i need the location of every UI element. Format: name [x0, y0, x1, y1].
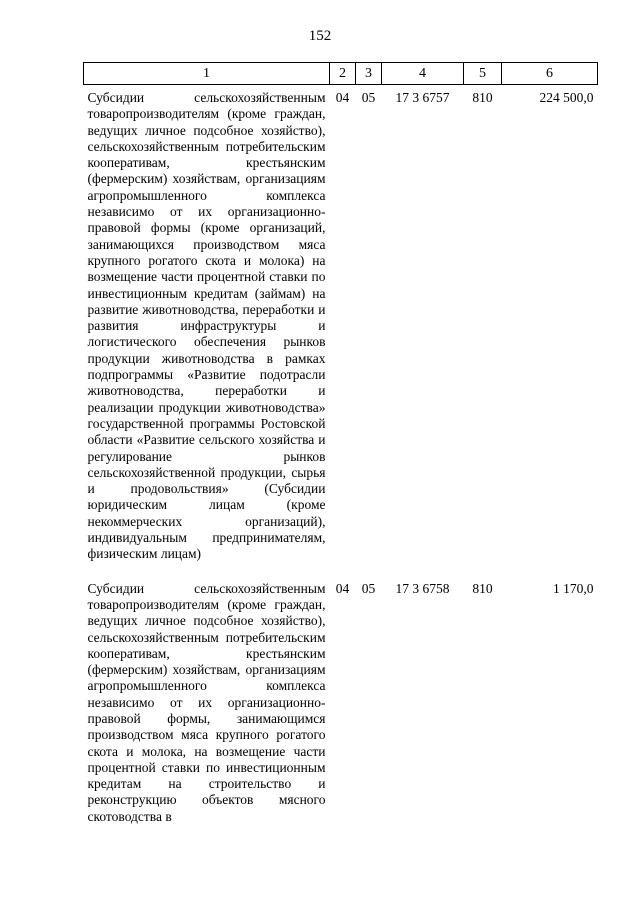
page-number: 152 — [308, 28, 332, 44]
header-col-2: 2 — [330, 63, 356, 85]
row-section-code: 04 — [335, 580, 350, 596]
header-col-3: 3 — [356, 63, 382, 85]
header-col-6: 6 — [502, 63, 598, 85]
row-section-code: 04 — [335, 90, 350, 105]
table-row — [84, 573, 598, 835]
row-target-code: 17 3 6758 — [395, 580, 450, 596]
row-description: Субсидии сельскохозяйственным товаропроизводителям (кроме граждан, ведущих личное подсобное хозяйство), сельскохозяйственным потребительским кооперативам, крестьянским (фермерским) хозяйствам, организациям агропромышленного комплекса независимо от их организационно-правовой формы, занимающимся производством мяса крупного рогатого скота и молока, на возмещение части процентной ставки по инвестиционным кредитам на строительство и реконструкцию объектов мясного скотоводства в — [87, 580, 326, 824]
row-expense-type-code: 810 — [472, 580, 493, 596]
row-target-code: 17 3 6757 — [395, 90, 450, 105]
budget-table — [83, 62, 598, 835]
row-expense-type-code: 810 — [472, 90, 493, 105]
header-row — [84, 63, 598, 85]
header-col-1: 1 — [84, 63, 330, 85]
header-col-5: 5 — [464, 63, 502, 85]
row-amount: 1 170,0 — [553, 580, 594, 596]
row-amount: 224 500,0 — [539, 90, 594, 105]
row-subsection-code: 05 — [361, 90, 376, 105]
row-subsection-code: 05 — [361, 580, 376, 596]
row-description: Субсидии сельскохозяйственным товаропроизводителям (кроме граждан, ведущих личное подсобное хозяйство), сельскохозяйственным потребительским кооперативам, крестьянским (фермерским) хозяйствам, организациям агропромышленного комплекса независимо от их организационно-правовой формы (кроме организаций, занимающихся производством мяса крупного рогатого скота и молока) на возмещение части процентной ставки по инвестиционным кредитам (займам) на развитие животноводства, переработки и развития инфраструктуры и логистического обеспечения рынков продукции животноводства в рамках подпрограммы «Развитие подотрасли животноводства, переработки и реализации продукции животноводства» государственной программы Ростовской области «Развитие сельского хозяйства и регулирование рынков сельскохозяйственной продукции, сырья и продовольствия» (Субсидии юридическим лицам (кроме некоммерческих организаций), индивидуальным предпринимателям, физическим лицам) — [87, 90, 326, 562]
header-col-4: 4 — [382, 63, 464, 85]
table-row — [84, 85, 598, 573]
